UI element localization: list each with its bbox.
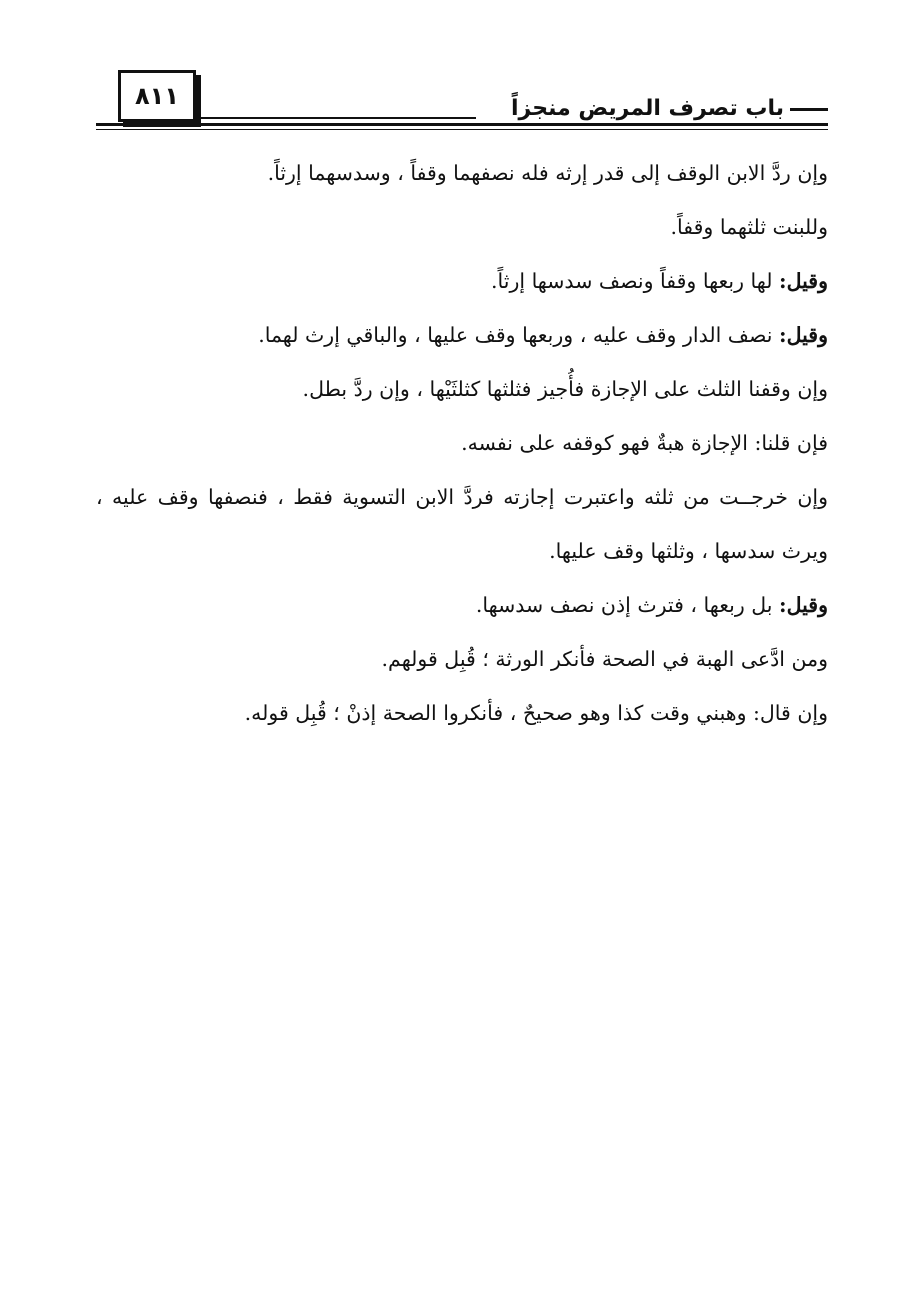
paragraph (96, 686, 828, 740)
body-text (96, 146, 828, 740)
paragraph (96, 308, 828, 362)
paragraph-text: لها ربعها وقفاً ونصف سدسها إرثاً. (490, 269, 780, 293)
paragraph-lead: وقيل: (779, 323, 828, 347)
title-underline (196, 117, 476, 119)
paragraph-text: وإن ردَّ الابن الوقف إلى قدر إرثه فله نصفهما وقفاً ، وسدسهما إرثاً. (267, 161, 828, 185)
paragraph (96, 632, 828, 686)
paragraph-lead: وقيل: (779, 593, 828, 617)
paragraph (96, 200, 828, 254)
header-rule (96, 123, 828, 126)
page-number: ٨١١ (118, 70, 196, 122)
paragraph-lead: وقيل: (779, 269, 828, 293)
header-rule-thin (96, 129, 828, 130)
paragraph-text: بل ربعها ، فترث إذن نصف سدسها. (475, 593, 780, 617)
paragraph-text: وإن خرجــت من ثلثه واعتبرت إجازته فردَّ الابن التسوية فقط ، فنصفها وقف عليه ، ويرث سدسها ، وثلثها وقف عليها. (96, 485, 828, 563)
paragraph-text: نصف الدار وقف عليه ، وربعها وقف عليها ، والباقي إرث لهما. (258, 323, 780, 347)
paragraph (96, 416, 828, 470)
paragraph-text: ومن ادَّعى الهبة في الصحة فأنكر الورثة ؛ قُبِل قولهم. (381, 647, 828, 671)
paragraph (96, 578, 828, 632)
paragraph (96, 254, 828, 308)
paragraph-text: وإن وقفنا الثلث على الإجازة فأُجيز فثلثها كثلثَيْها ، وإن ردَّ بطل. (302, 377, 828, 401)
title-dash (790, 108, 828, 111)
paragraph-text: وإن قال: وهبني وقت كذا وهو صحيحٌ ، فأنكروا الصحة إذنْ ؛ قُبِل قوله. (244, 701, 828, 725)
running-title-text: باب تصرف المريض منجزاً (511, 96, 784, 121)
paragraph (96, 362, 828, 416)
paragraph (96, 146, 828, 200)
paragraph-text: فإن قلنا: الإجازة هبةٌ فهو كوقفه على نفسه. (461, 431, 828, 455)
running-title (505, 96, 828, 121)
paragraph-text: وللبنت ثلثهما وقفاً. (670, 215, 828, 239)
page-header (96, 66, 828, 130)
paragraph (96, 470, 828, 578)
